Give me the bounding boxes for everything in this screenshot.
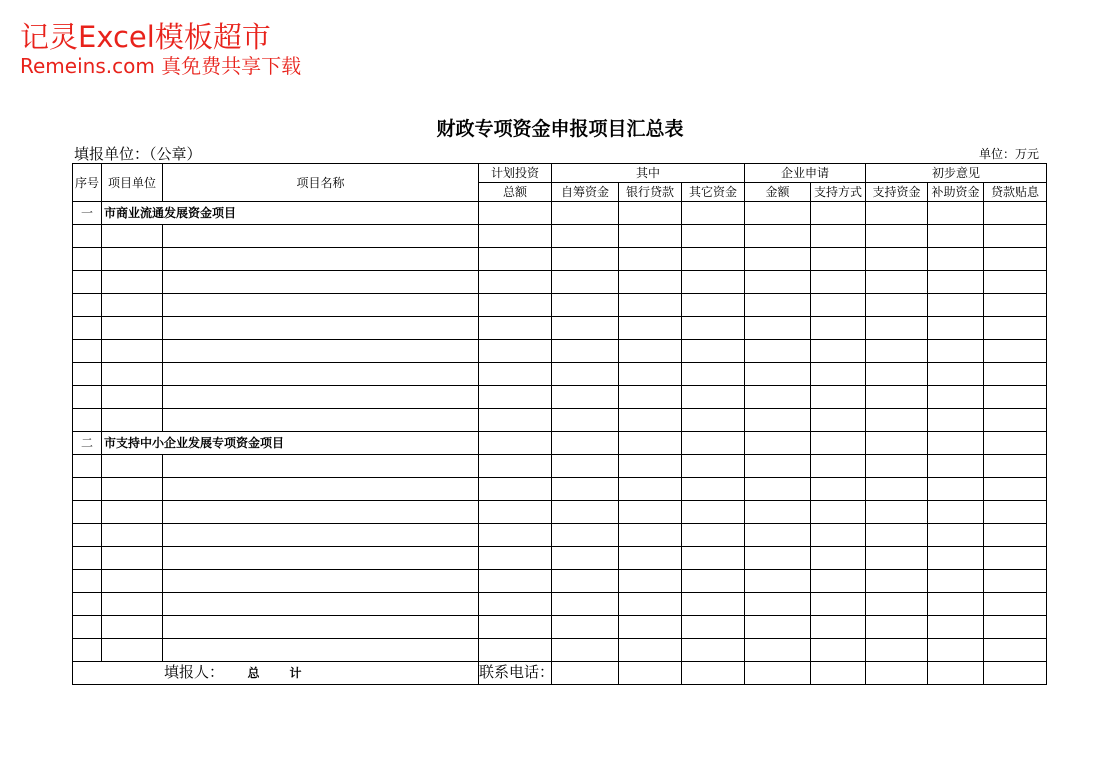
section-number[interactable]: 一: [73, 202, 102, 225]
table-cell[interactable]: [102, 639, 163, 662]
table-cell[interactable]: [866, 455, 928, 478]
table-cell[interactable]: [745, 616, 811, 639]
table-cell[interactable]: [479, 616, 552, 639]
table-cell[interactable]: [102, 570, 163, 593]
table-cell[interactable]: [811, 202, 866, 225]
table-cell[interactable]: [928, 409, 984, 432]
table-cell[interactable]: [102, 386, 163, 409]
table-cell[interactable]: [479, 501, 552, 524]
table-cell[interactable]: [866, 593, 928, 616]
table-cell[interactable]: [163, 455, 479, 478]
table-cell[interactable]: [479, 225, 552, 248]
header-support-mode: 支持方式: [811, 183, 866, 202]
table-cell[interactable]: [682, 639, 745, 662]
table-row: [73, 386, 1047, 409]
table-cell[interactable]: [479, 386, 552, 409]
table-cell[interactable]: [552, 271, 619, 294]
header-unit: 项目单位: [102, 164, 163, 202]
table-cell[interactable]: [928, 225, 984, 248]
section-title[interactable]: 市商业流通发展资金项目: [102, 202, 479, 225]
table-cell[interactable]: [102, 455, 163, 478]
table-cell[interactable]: [745, 524, 811, 547]
header-total: 总额: [479, 183, 552, 202]
table-cell[interactable]: [745, 501, 811, 524]
table-cell[interactable]: [479, 248, 552, 271]
table-cell[interactable]: [928, 662, 984, 685]
header-name: 项目名称: [163, 164, 479, 202]
table-row: [73, 409, 1047, 432]
table-cell[interactable]: [619, 570, 682, 593]
table-cell[interactable]: [73, 294, 102, 317]
table-cell[interactable]: [102, 248, 163, 271]
table-cell[interactable]: [811, 225, 866, 248]
table-cell[interactable]: [984, 340, 1047, 363]
table-cell[interactable]: [163, 271, 479, 294]
table-cell[interactable]: [984, 248, 1047, 271]
table-cell[interactable]: [811, 593, 866, 616]
table-cell[interactable]: [928, 478, 984, 501]
table-cell[interactable]: [866, 478, 928, 501]
table-cell[interactable]: [984, 455, 1047, 478]
table-cell[interactable]: [73, 317, 102, 340]
table-cell[interactable]: [682, 202, 745, 225]
table-cell[interactable]: [479, 202, 552, 225]
table-cell[interactable]: [984, 524, 1047, 547]
header-seq: 序号: [73, 164, 102, 202]
table-cell[interactable]: [163, 570, 479, 593]
table-cell[interactable]: [928, 386, 984, 409]
table-cell[interactable]: [811, 386, 866, 409]
table-cell[interactable]: [745, 593, 811, 616]
header-row-1: [73, 164, 1047, 183]
table-cell[interactable]: [745, 363, 811, 386]
table-cell[interactable]: [866, 616, 928, 639]
table-cell[interactable]: [73, 547, 102, 570]
table-cell[interactable]: [619, 547, 682, 570]
table-cell[interactable]: [552, 294, 619, 317]
table-cell[interactable]: [619, 340, 682, 363]
table-cell[interactable]: [811, 455, 866, 478]
table-cell[interactable]: [866, 386, 928, 409]
table-cell[interactable]: [619, 248, 682, 271]
table-cell[interactable]: [811, 616, 866, 639]
table-cell[interactable]: [984, 593, 1047, 616]
table-cell[interactable]: [163, 616, 479, 639]
table-cell[interactable]: [163, 639, 479, 662]
table-cell[interactable]: [102, 616, 163, 639]
table-cell[interactable]: [682, 570, 745, 593]
table-cell[interactable]: [102, 340, 163, 363]
table-cell[interactable]: [984, 363, 1047, 386]
table-cell[interactable]: [984, 662, 1047, 685]
table-cell[interactable]: [552, 363, 619, 386]
table-cell[interactable]: [619, 386, 682, 409]
table-cell[interactable]: [73, 639, 102, 662]
table-row: [73, 363, 1047, 386]
table-cell[interactable]: [102, 501, 163, 524]
table-cell[interactable]: [745, 225, 811, 248]
table-cell[interactable]: [479, 363, 552, 386]
table-cell[interactable]: [866, 662, 928, 685]
table-cell[interactable]: [163, 294, 479, 317]
table-row: [73, 501, 1047, 524]
table-cell[interactable]: [619, 271, 682, 294]
table-cell[interactable]: [163, 547, 479, 570]
table-cell[interactable]: [984, 570, 1047, 593]
table-row: [73, 340, 1047, 363]
table-cell[interactable]: [811, 547, 866, 570]
table-cell[interactable]: [984, 386, 1047, 409]
table-cell[interactable]: [682, 593, 745, 616]
table-cell[interactable]: [811, 409, 866, 432]
table-cell[interactable]: [102, 294, 163, 317]
table-cell[interactable]: [928, 202, 984, 225]
table-cell[interactable]: [479, 593, 552, 616]
table-cell[interactable]: [479, 340, 552, 363]
table-cell[interactable]: [745, 317, 811, 340]
table-row: [73, 570, 1047, 593]
table-cell[interactable]: [73, 524, 102, 547]
table-cell[interactable]: [928, 294, 984, 317]
table-cell[interactable]: [619, 363, 682, 386]
table-cell[interactable]: [745, 639, 811, 662]
section-row: [73, 432, 1047, 455]
table-cell[interactable]: [619, 616, 682, 639]
table-cell[interactable]: [811, 294, 866, 317]
table-row: [73, 248, 1047, 271]
phone-label: 联系电话：: [479, 663, 555, 681]
table-cell[interactable]: [866, 294, 928, 317]
table-cell[interactable]: [552, 593, 619, 616]
table-cell[interactable]: [745, 547, 811, 570]
table-cell[interactable]: [745, 386, 811, 409]
table-cell[interactable]: [479, 478, 552, 501]
table-cell[interactable]: [928, 363, 984, 386]
table-cell[interactable]: [811, 524, 866, 547]
header-among: 其中: [552, 164, 745, 183]
table-cell[interactable]: [552, 524, 619, 547]
table-cell[interactable]: [928, 248, 984, 271]
table-cell[interactable]: [163, 524, 479, 547]
table-cell[interactable]: [984, 271, 1047, 294]
table-cell[interactable]: [479, 317, 552, 340]
table-cell[interactable]: [163, 386, 479, 409]
table-cell[interactable]: [163, 409, 479, 432]
table-cell[interactable]: [866, 202, 928, 225]
table-cell[interactable]: [745, 202, 811, 225]
watermark-brand: 记灵Excel模板超市: [20, 20, 271, 54]
table-cell[interactable]: [73, 616, 102, 639]
table-cell[interactable]: [163, 593, 479, 616]
table-cell[interactable]: [163, 363, 479, 386]
table-row: [73, 547, 1047, 570]
table-cell[interactable]: [745, 340, 811, 363]
table-cell[interactable]: [682, 616, 745, 639]
table-cell[interactable]: [745, 662, 811, 685]
table-cell[interactable]: [552, 432, 619, 455]
table-cell[interactable]: [682, 225, 745, 248]
table-row: [73, 271, 1047, 294]
header-other-funds: 其它资金: [682, 183, 745, 202]
table-cell[interactable]: [745, 455, 811, 478]
table-cell[interactable]: [866, 271, 928, 294]
table-cell[interactable]: [479, 524, 552, 547]
fill-unit-label: 填报单位：（公章）: [74, 145, 202, 163]
table-cell[interactable]: [866, 639, 928, 662]
section-row: [73, 202, 1047, 225]
table-cell[interactable]: [984, 616, 1047, 639]
table-cell[interactable]: [163, 248, 479, 271]
table-cell[interactable]: [682, 340, 745, 363]
table-cell[interactable]: [682, 501, 745, 524]
table-cell[interactable]: [928, 271, 984, 294]
table-cell[interactable]: [811, 478, 866, 501]
table-cell[interactable]: [163, 317, 479, 340]
table-cell[interactable]: [682, 271, 745, 294]
filler-label: 填报人：: [164, 663, 225, 681]
table-cell[interactable]: [928, 639, 984, 662]
table-cell[interactable]: [479, 455, 552, 478]
table-cell[interactable]: [552, 340, 619, 363]
table-row: [73, 524, 1047, 547]
table-cell[interactable]: [102, 363, 163, 386]
table-cell[interactable]: [866, 225, 928, 248]
table-cell[interactable]: [619, 501, 682, 524]
table-cell[interactable]: [619, 455, 682, 478]
table-cell[interactable]: [552, 386, 619, 409]
table-cell[interactable]: [928, 501, 984, 524]
table-cell[interactable]: [984, 432, 1047, 455]
table-cell[interactable]: [984, 202, 1047, 225]
table-cell[interactable]: [619, 409, 682, 432]
table-cell[interactable]: [73, 386, 102, 409]
table-cell[interactable]: [619, 294, 682, 317]
table-cell[interactable]: [682, 386, 745, 409]
table-cell[interactable]: [163, 340, 479, 363]
header-self-funds: 自筹资金: [552, 183, 619, 202]
table-cell[interactable]: [73, 478, 102, 501]
table-row: [73, 478, 1047, 501]
header-ent-apply: 企业申请: [745, 164, 866, 183]
table-cell[interactable]: [984, 317, 1047, 340]
header-loan-interest: 贷款贴息: [984, 183, 1047, 202]
table-cell[interactable]: [984, 639, 1047, 662]
table-cell[interactable]: [811, 363, 866, 386]
table-cell[interactable]: [928, 524, 984, 547]
table-cell[interactable]: [73, 271, 102, 294]
table-cell[interactable]: [163, 501, 479, 524]
table-cell[interactable]: [682, 432, 745, 455]
header-bank-loan: 银行贷款: [619, 183, 682, 202]
table-cell[interactable]: [102, 478, 163, 501]
total-label[interactable]: 总 计: [73, 662, 479, 685]
table-cell[interactable]: [552, 202, 619, 225]
header-amount: 金额: [745, 183, 811, 202]
table-cell[interactable]: [928, 570, 984, 593]
table-cell[interactable]: [811, 317, 866, 340]
table-cell[interactable]: [745, 478, 811, 501]
table-row: [73, 317, 1047, 340]
table-cell[interactable]: [984, 294, 1047, 317]
table-cell[interactable]: [552, 616, 619, 639]
table-cell[interactable]: [552, 547, 619, 570]
table-cell[interactable]: [73, 570, 102, 593]
table-cell[interactable]: [984, 478, 1047, 501]
table-cell[interactable]: [552, 570, 619, 593]
table-cell[interactable]: [866, 432, 928, 455]
table-cell[interactable]: [102, 524, 163, 547]
summary-table: [72, 163, 1047, 685]
table-cell[interactable]: [479, 547, 552, 570]
table-cell[interactable]: [745, 432, 811, 455]
table-cell[interactable]: [552, 248, 619, 271]
table-cell[interactable]: [682, 478, 745, 501]
table-cell[interactable]: [102, 271, 163, 294]
section-number[interactable]: 二: [73, 432, 102, 455]
table-cell[interactable]: [928, 340, 984, 363]
header-subsidy-funds: 补助资金: [928, 183, 984, 202]
table-cell[interactable]: [682, 294, 745, 317]
header-prelim: 初步意见: [866, 164, 1047, 183]
table-cell[interactable]: [682, 524, 745, 547]
table-cell[interactable]: [102, 593, 163, 616]
table-cell[interactable]: [102, 225, 163, 248]
table-cell[interactable]: [745, 271, 811, 294]
section-title[interactable]: 市支持中小企业发展专项资金项目: [102, 432, 479, 455]
table-cell[interactable]: [811, 340, 866, 363]
header-plan: 计划投资: [479, 164, 552, 183]
table-cell[interactable]: [682, 363, 745, 386]
table-cell[interactable]: [619, 662, 682, 685]
table-cell[interactable]: [811, 432, 866, 455]
table-cell[interactable]: [73, 593, 102, 616]
table-cell[interactable]: [928, 616, 984, 639]
table-row: [73, 639, 1047, 662]
table-row: [73, 616, 1047, 639]
table-cell[interactable]: [619, 524, 682, 547]
table-cell[interactable]: [552, 639, 619, 662]
table-cell[interactable]: [745, 294, 811, 317]
table-cell[interactable]: [811, 501, 866, 524]
table-row: [73, 593, 1047, 616]
table-cell[interactable]: [479, 639, 552, 662]
table-cell[interactable]: [479, 294, 552, 317]
table-cell[interactable]: [619, 593, 682, 616]
table-cell[interactable]: [866, 524, 928, 547]
table-cell[interactable]: [73, 409, 102, 432]
table-cell[interactable]: [866, 570, 928, 593]
table-cell[interactable]: [682, 317, 745, 340]
table-cell[interactable]: [811, 271, 866, 294]
table-cell[interactable]: [682, 547, 745, 570]
table-cell[interactable]: [745, 409, 811, 432]
table-cell[interactable]: [866, 363, 928, 386]
table-cell[interactable]: [552, 455, 619, 478]
table-cell[interactable]: [866, 340, 928, 363]
table-cell[interactable]: [552, 478, 619, 501]
table-cell[interactable]: [73, 501, 102, 524]
table-cell[interactable]: [811, 639, 866, 662]
table-cell[interactable]: [73, 455, 102, 478]
header-support-funds: 支持资金: [866, 183, 928, 202]
table-cell[interactable]: [552, 225, 619, 248]
table-cell[interactable]: [73, 340, 102, 363]
money-unit-label: 单位：万元: [979, 147, 1040, 161]
table-cell[interactable]: [479, 570, 552, 593]
table-cell[interactable]: [619, 225, 682, 248]
table-cell[interactable]: [102, 317, 163, 340]
table-cell[interactable]: [102, 547, 163, 570]
table-cell[interactable]: [984, 547, 1047, 570]
table-cell[interactable]: [866, 501, 928, 524]
table-cell[interactable]: [928, 593, 984, 616]
table-cell[interactable]: [73, 225, 102, 248]
table-cell[interactable]: [984, 409, 1047, 432]
table-cell[interactable]: [682, 455, 745, 478]
table-cell[interactable]: [73, 248, 102, 271]
watermark-site: Remeins.com 真免费共享下载: [20, 54, 302, 78]
table-cell[interactable]: [619, 202, 682, 225]
table-row: [73, 225, 1047, 248]
table-cell[interactable]: [552, 317, 619, 340]
table-cell[interactable]: [619, 432, 682, 455]
table-cell[interactable]: [682, 409, 745, 432]
table-cell[interactable]: [745, 248, 811, 271]
table-row: [73, 294, 1047, 317]
table-cell[interactable]: [682, 248, 745, 271]
table-cell[interactable]: [866, 317, 928, 340]
table-cell[interactable]: [682, 662, 745, 685]
table-cell[interactable]: [619, 639, 682, 662]
table-cell[interactable]: [811, 662, 866, 685]
table-row: [73, 455, 1047, 478]
table-cell[interactable]: [479, 432, 552, 455]
table-cell[interactable]: [619, 317, 682, 340]
table-cell[interactable]: [552, 501, 619, 524]
table-cell[interactable]: [866, 409, 928, 432]
table-cell[interactable]: [479, 409, 552, 432]
table-cell[interactable]: [619, 478, 682, 501]
table-cell[interactable]: [866, 248, 928, 271]
table-cell[interactable]: [811, 248, 866, 271]
table-cell[interactable]: [102, 409, 163, 432]
table-cell[interactable]: [984, 225, 1047, 248]
table-cell[interactable]: [163, 225, 479, 248]
table-cell[interactable]: [163, 478, 479, 501]
table-cell[interactable]: [928, 317, 984, 340]
table-cell[interactable]: [745, 570, 811, 593]
table-cell[interactable]: [928, 455, 984, 478]
table-cell[interactable]: [479, 271, 552, 294]
table-cell[interactable]: [73, 363, 102, 386]
table-cell[interactable]: [811, 570, 866, 593]
table-cell[interactable]: [984, 501, 1047, 524]
page-title: 财政专项资金申报项目汇总表: [436, 118, 684, 140]
table-cell[interactable]: [552, 662, 619, 685]
table-cell[interactable]: [928, 432, 984, 455]
table-cell[interactable]: [552, 409, 619, 432]
table-cell[interactable]: [866, 547, 928, 570]
table-cell[interactable]: [928, 547, 984, 570]
